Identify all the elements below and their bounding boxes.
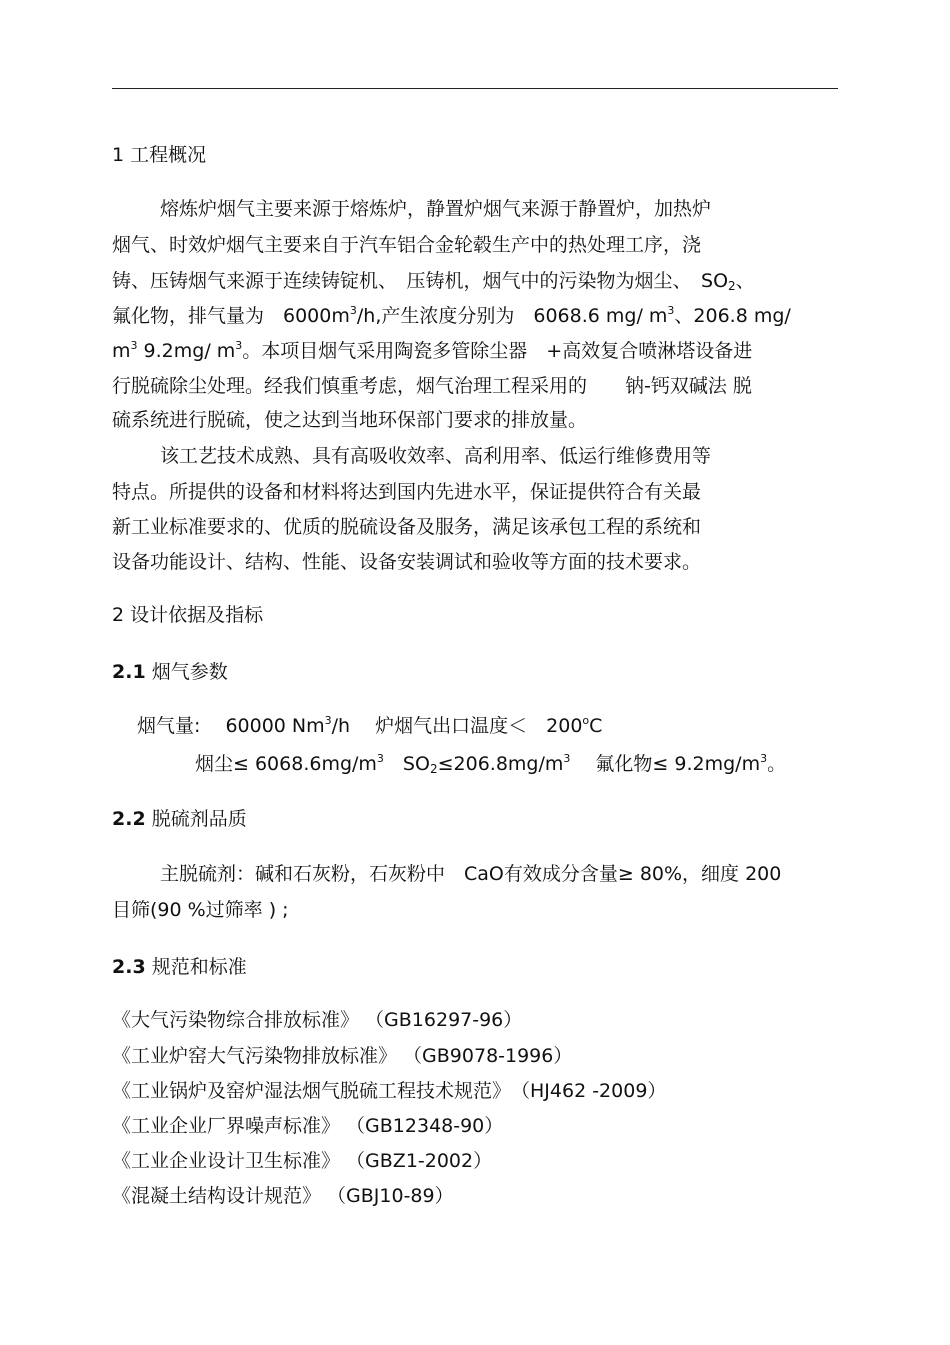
standard-item: 《工业企业设计卫生标准》 （GBZ1-2002） [112, 1150, 493, 1172]
standard-item: 《大气污染物综合排放标准》 （GB16297-96） [112, 1009, 523, 1031]
header-rule [112, 88, 838, 89]
section-2-3-heading: 2.3 规范和标准 [112, 956, 247, 978]
standard-item: 《工业锅炉及窑炉湿法烟气脱硫工程技术规范》 （HJ462 -2009） [112, 1080, 667, 1102]
para1-line2: 烟气、时效炉烟气主要来自于汽车铝合金轮毂生产中的热处理工序，浇 [112, 234, 702, 256]
para1-line4: 氟化物，排气量为 $6000m^3/h$,产生浓度分别为 6068.6 mg/ $m^3$、206.8 mg/ [112, 304, 791, 327]
section-2-1-heading: 2.1 烟气参数 [112, 661, 228, 683]
para1-line1: 熔炼炉烟气主要来源于熔炼炉，静置炉烟气来源于静置炉，加热炉 [160, 198, 712, 220]
gas-params-line2: 烟尘≤ $6068.6mg/m^3$ $SO_2\le 206.8mg/m^3$ 氟化物≤ $9.2mg/m^3$。 [195, 752, 787, 776]
para2-line1: 该工艺技术成熟、具有高吸收效率、高利用率、低运行维修费用等 [160, 445, 712, 467]
section-1-title: 1 工程概况 [112, 144, 207, 166]
para2-line3: 新工业标准要求的、优质的脱硫设备及服务，满足该承包工程的系统和 [112, 516, 702, 538]
para1-line6: 行脱硫除尘处理。经我们慎重考虑，烟气治理工程采用的 钠-钙双碱法 脱 [112, 375, 752, 397]
standard-item: 《工业炉窑大气污染物排放标准》 （GB9078-1996） [112, 1045, 573, 1067]
section-2-2-heading: 2.2 脱硫剂品质 [112, 808, 247, 830]
gas-params-line1: 烟气量: 60000 Nm$^3$/h 炉烟气出口温度＜ $200^oC$ [137, 714, 603, 737]
para1-line5: $m^3$ 9.2mg/ $m^3$。本项目烟气采用陶瓷多管除尘器 +高效复合喷淋塔设备进 [112, 339, 753, 362]
quality-line1: 主脱硫剂：碱和石灰粉，石灰粉中 CaO有效成分含量≥ 80%，细度 200 [160, 863, 782, 885]
standard-item: 《工业企业厂界噪声标准》 （GB12348-90） [112, 1115, 504, 1137]
quality-line2: 目筛(90 %过筛率 ) ; [112, 899, 289, 921]
para2-line2: 特点。所提供的设备和材料将达到国内先进水平，保证提供符合有关最 [112, 481, 702, 503]
section-2-title: 2 设计依据及指标 [112, 604, 264, 626]
para1-line7: 硫系统进行脱硫，使之达到当地环保部门要求的排放量。 [112, 409, 588, 431]
para2-line4: 设备功能设计、结构、性能、设备安装调试和验收等方面的技术要求。 [112, 551, 702, 573]
para1-line3: 铸、压铸烟气来源于连续铸锭机、 压铸机，烟气中的污染物为烟尘、 $SO_2$、 [112, 270, 755, 293]
standard-item: 《混凝土结构设计规范》 （GBJ10-89） [112, 1185, 454, 1207]
